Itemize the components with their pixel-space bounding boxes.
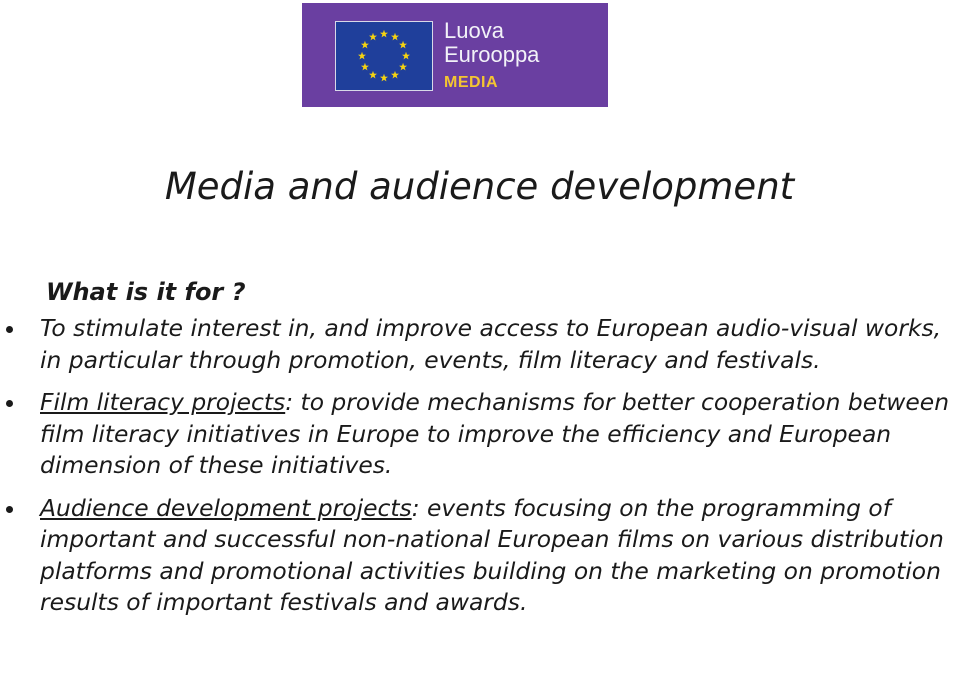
bullet-item-1 <box>0 313 959 376</box>
eu-star-icon <box>402 52 410 60</box>
slide-subheading: What is it for ? <box>46 278 246 306</box>
bullet-term: Audience development projects <box>40 493 412 522</box>
slide-title: Media and audience development <box>164 165 795 208</box>
eu-star-icon <box>358 52 366 60</box>
eu-flag-icon <box>335 21 433 91</box>
eu-star-icon <box>361 41 369 49</box>
eu-star-icon <box>399 41 407 49</box>
bullet-list <box>0 313 959 619</box>
eu-star-icon <box>380 30 388 38</box>
bullet-item-2 <box>0 387 959 482</box>
bullet-text: : events focusing on the programming of important and successful non-national European films on various distribution platforms and promotional activities building on the marketing on promotion results of important festivals and awards. <box>40 493 944 616</box>
bullet-item-3 <box>0 493 959 619</box>
eu-star-icon <box>361 63 369 71</box>
eu-star-icon <box>391 71 399 79</box>
logo-line-2: Eurooppa <box>444 42 540 67</box>
bullet-dot-icon <box>6 326 13 333</box>
bullet-text: : to provide mechanisms for better cooperation between film literacy initiatives in Europe to improve the efficiency and European dimension of these initiatives. <box>40 388 950 479</box>
bullet-dot-icon <box>6 400 13 407</box>
logo-line-1: Luova <box>444 18 504 43</box>
eu-star-icon <box>369 71 377 79</box>
bullet-dot-icon <box>6 506 13 513</box>
eu-stars <box>336 22 432 90</box>
eu-star-icon <box>380 74 388 82</box>
eu-star-icon <box>399 63 407 71</box>
bullet-term: Film literacy projects <box>40 388 286 416</box>
logo-media-label: MEDIA <box>444 74 499 91</box>
bullet-text: To stimulate interest in, and improve access to European audio-visual works, in particular through promotion, events, film literacy and festivals. <box>40 314 942 374</box>
luova-eurooppa-logo <box>302 3 608 107</box>
eu-star-icon <box>391 33 399 41</box>
eu-star-icon <box>369 33 377 41</box>
